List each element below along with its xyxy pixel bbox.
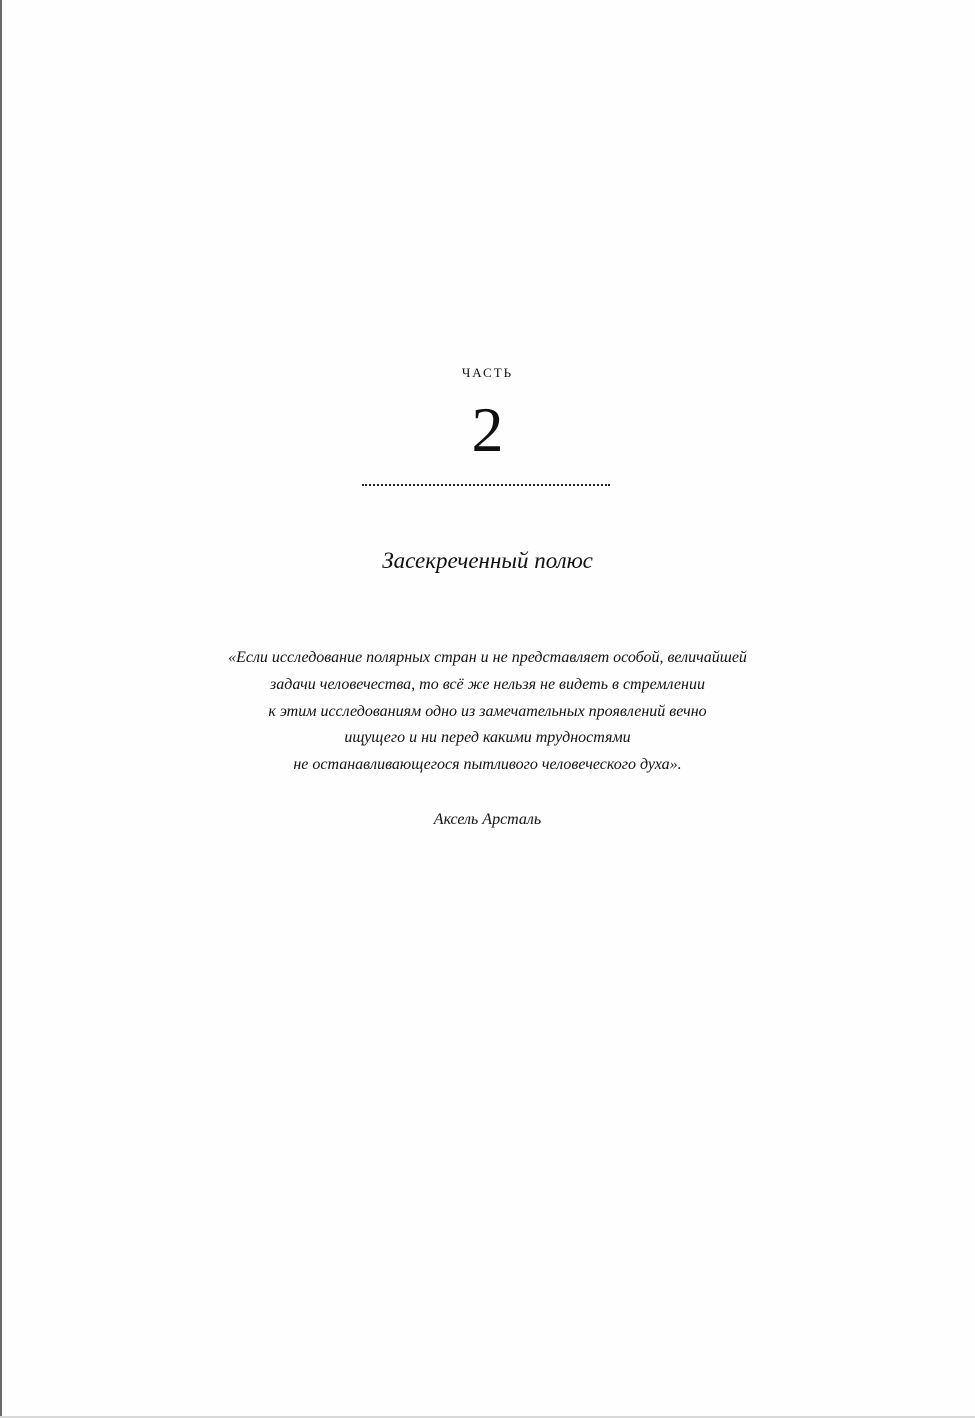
epigraph-author: Аксель Арсталь: [433, 811, 542, 828]
epigraph-line: «Если исследование полярных стран и не представляет особой, величайшей: [228, 649, 747, 666]
part-label: часть: [461, 361, 514, 382]
part-number: 2: [471, 394, 504, 465]
epigraph-quote: [150, 645, 825, 779]
epigraph-line: не останавливающегося пытливого человеческого духа».: [293, 756, 682, 774]
epigraph-line: к этим исследованиям одно из замечательных проявлений вечно: [268, 702, 707, 720]
part-title: Засекреченный полюс: [382, 548, 593, 573]
epigraph-line: ищущего и ни перед какими трудностями: [344, 729, 631, 747]
dotted-divider: [362, 484, 610, 486]
page-edge-left: [0, 0, 2, 1418]
epigraph-line: задачи человечества, то всё же нельзя не видеть в стремлении: [270, 675, 705, 693]
